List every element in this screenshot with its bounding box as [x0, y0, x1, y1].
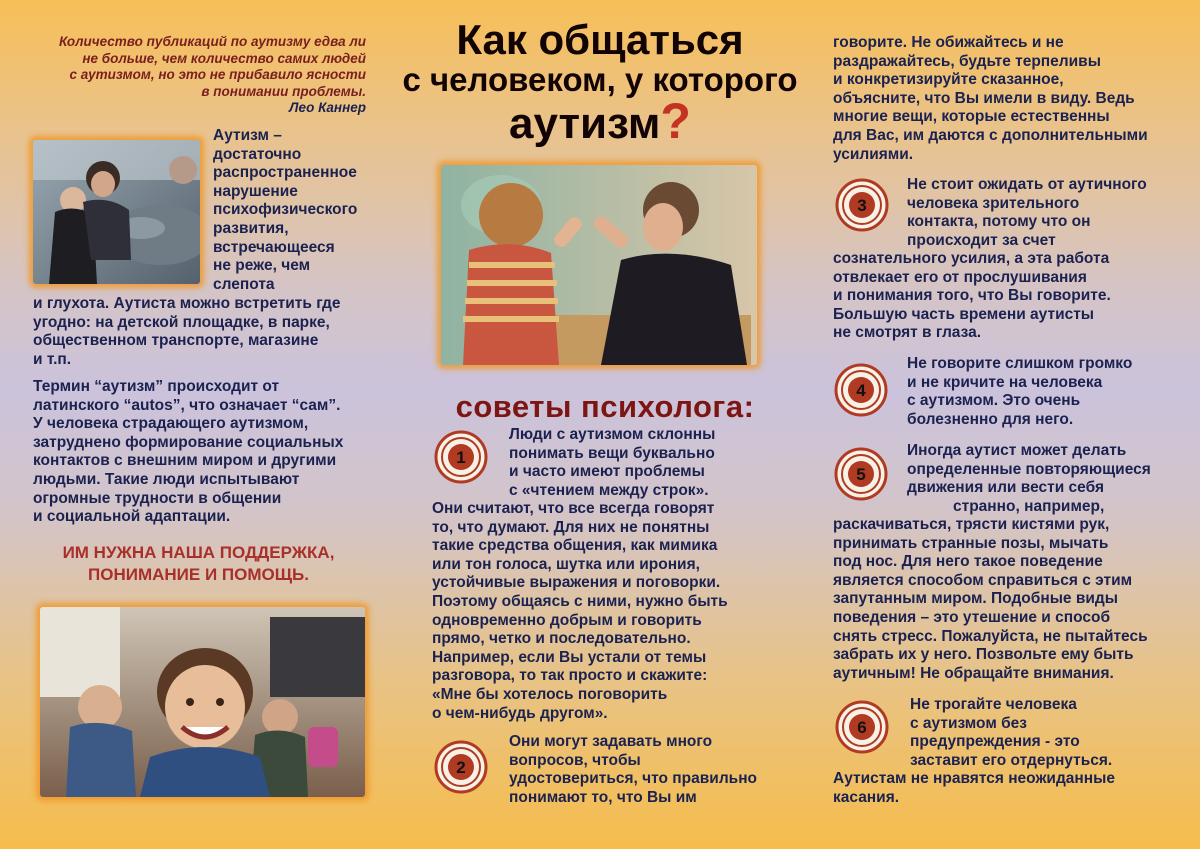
- text-line: усилиями.: [833, 145, 914, 163]
- tip-text-wrap: [907, 355, 1132, 429]
- quote-line: с аутизмом, но это не прибавило ясности: [69, 67, 366, 83]
- text-line: и социальной адаптации.: [33, 508, 231, 526]
- text-line: с «чтением между строк».: [509, 481, 709, 499]
- tip-text-wrap: [509, 733, 757, 807]
- badge-number: 2: [456, 758, 466, 777]
- text-line: является способом справиться с этим: [833, 571, 1133, 589]
- title-line-2: с человеком, у которого: [402, 61, 798, 98]
- badge-number: 4: [856, 381, 866, 400]
- smiling-boy-photo: [40, 607, 365, 797]
- text-line: разговора, то так просто и скажите:: [432, 667, 708, 685]
- support-callout: [20, 542, 377, 586]
- page-title: [400, 18, 800, 147]
- text-line: людьми. Такие люди испытывают: [33, 470, 300, 488]
- tip-text-full: [833, 250, 1111, 343]
- text-line: психофизического: [213, 201, 358, 219]
- therapy-photo-image: [441, 165, 757, 365]
- text-line: слепота: [213, 275, 275, 293]
- text-line: прямо, четко и последовательно.: [432, 630, 691, 648]
- tip-text-wrap: [509, 426, 715, 500]
- text-line: и не кричите на человека: [907, 373, 1103, 391]
- badge-number: 3: [857, 196, 867, 215]
- text-line: Не трогайте человека: [910, 696, 1077, 713]
- advice-heading: советы психолога:: [455, 389, 755, 424]
- tip-text-continued: [833, 34, 1148, 164]
- tip-number-badge: [833, 362, 889, 418]
- text-line: человека зрительного: [907, 194, 1080, 212]
- text-line: и конкретизируйте сказанное,: [833, 71, 1064, 89]
- text-line: не смотрят в глаза.: [833, 324, 982, 342]
- text-line: происходит за счет: [907, 231, 1056, 249]
- number-badge-icon: [433, 739, 489, 795]
- tip-number-badge: [834, 177, 890, 233]
- text-line: огромные трудности в общении: [33, 489, 282, 507]
- therapist-child-photo: [441, 165, 757, 365]
- text-line: и понимания того, что Вы говорите.: [833, 287, 1111, 305]
- text-line: Не стоит ожидать от аутичного: [907, 176, 1147, 193]
- text-line: с аутизмом без: [910, 714, 1027, 732]
- title-word: аутизм: [509, 99, 661, 148]
- text-line: Люди с аутизмом склонны: [509, 426, 716, 443]
- text-line: Аутистам не нравятся неожиданные: [833, 770, 1115, 787]
- text-line: Например, если Вы устали от темы: [432, 648, 707, 666]
- text-line: Не говорите слишком громко: [907, 355, 1133, 372]
- text-line: снять стресс. Пожалуйста, не пытайтесь: [833, 627, 1148, 645]
- text-line: о чем-нибудь другом».: [432, 704, 608, 722]
- text-line: запутанным миром. Подобные виды: [833, 590, 1118, 608]
- text-line: достаточно: [213, 145, 302, 163]
- text-line: заставит его отдернуться.: [910, 751, 1113, 769]
- dolphin-therapy-photo: [33, 140, 200, 284]
- number-badge-icon: [833, 446, 889, 502]
- text-line: раздражайтесь, будьте терпеливы: [833, 52, 1101, 70]
- text-line: сознательного усилия, а эта работа: [833, 250, 1110, 267]
- text-line: такие средства общения, как мимика: [432, 537, 718, 555]
- text-line: болезненно для него.: [907, 410, 1074, 428]
- text-line: затруднено формирование социальных: [33, 433, 344, 451]
- quote-line: не больше, чем количество самих людей: [82, 50, 366, 66]
- text-line: и глухота. Аутиста можно встретить где: [33, 295, 341, 312]
- text-line: или тон голоса, шутка или ирония,: [432, 555, 700, 573]
- tip-text-full: [833, 516, 1148, 683]
- intro-text-wrap: [213, 127, 357, 294]
- text-line: странно, например,: [953, 497, 1105, 515]
- title-question-mark: ?: [660, 93, 691, 149]
- text-line: У человека страдающего аутизмом,: [33, 415, 309, 433]
- text-line: одновременно добрым и говорить: [432, 611, 702, 629]
- text-line: принимать странные позы, мычать: [833, 534, 1109, 552]
- text-line: латинского “autos”, что означает “сам”.: [33, 396, 341, 414]
- tip-text-wrap: [907, 442, 1151, 516]
- text-line: понимать вещи буквально: [509, 444, 715, 462]
- number-badge-icon: [834, 699, 890, 755]
- number-badge-icon: [433, 429, 489, 485]
- tip-number-badge: [433, 429, 489, 485]
- text-line: многие вещи, которые естественны: [833, 108, 1110, 126]
- support-line: ПОНИМАНИЕ И ПОМОЩЬ.: [88, 565, 309, 584]
- text-line: и т.п.: [33, 350, 72, 368]
- badge-number: 1: [456, 448, 466, 467]
- text-line: развития,: [213, 219, 289, 237]
- tip-text-wrap: [910, 696, 1112, 770]
- text-line: встречающееся: [213, 238, 335, 256]
- text-line: вопросов, чтобы: [509, 751, 641, 769]
- text-line: определенные повторяющиеся: [907, 460, 1151, 478]
- badge-number: 6: [857, 718, 867, 737]
- text-line: не реже, чем: [213, 257, 311, 275]
- tip-number-badge: [833, 446, 889, 502]
- text-line: аутичным! Не обращайте внимания.: [833, 664, 1114, 682]
- text-line: то, что думают. Для них не понятны: [432, 518, 710, 536]
- tip-text-full: [432, 500, 728, 723]
- text-line: говорите. Не обижайтесь и не: [833, 34, 1064, 51]
- dolphin-photo-image: [33, 140, 200, 284]
- intro-text-full: [33, 295, 341, 369]
- text-line: раскачиваться, трясти кистями рук,: [833, 516, 1110, 533]
- text-line: для Вас, им даются с дополнительными: [833, 126, 1148, 144]
- text-line: устойчивые выражения и поговорки.: [432, 574, 721, 592]
- quote-author: Лео Каннер: [289, 100, 366, 116]
- text-line: поведения – это утешение и способ: [833, 608, 1111, 626]
- text-line: объясните, что Вы имели в виду. Ведь: [833, 89, 1135, 107]
- text-line: общественном транспорте, магазине: [33, 332, 319, 350]
- text-line: контакта, потому что он: [907, 213, 1091, 231]
- text-line: угодно: на детской площадке, в парке,: [33, 313, 330, 331]
- text-line: «Мне бы хотелось поговорить: [432, 685, 668, 703]
- text-line: контактов с внешним миром и другими: [33, 452, 337, 470]
- quote-line: в понимании проблемы.: [201, 83, 366, 99]
- text-line: Термин “аутизм” происходит от: [33, 378, 280, 395]
- number-badge-icon: [833, 362, 889, 418]
- text-line: Поэтому общаясь с ними, нужно быть: [432, 592, 728, 610]
- text-line: касания.: [833, 788, 900, 806]
- text-line: под нос. Для него такое поведение: [833, 553, 1103, 571]
- tip-number-badge: [433, 739, 489, 795]
- text-line: понимают то, что Вы им: [509, 788, 697, 806]
- text-line: предупреждения - это: [910, 733, 1080, 751]
- text-line: Аутизм –: [213, 127, 282, 144]
- text-line: Они считают, что все всегда говорят: [432, 500, 715, 517]
- text-line: и часто имеют проблемы: [509, 463, 705, 481]
- boy-photo-image: [40, 607, 365, 797]
- support-line: ИМ НУЖНА НАША ПОДДЕРЖКА,: [62, 543, 335, 562]
- title-line-1: Как общаться: [456, 16, 744, 63]
- number-badge-icon: [834, 177, 890, 233]
- text-line: распространенное: [213, 164, 357, 182]
- quote-line: Количество публикаций по аутизму едва ли: [59, 34, 366, 49]
- tip-text-full: [833, 770, 1115, 807]
- text-line: отвлекает его от прослушивания: [833, 268, 1087, 286]
- text-line: движения или вести себя: [907, 479, 1104, 497]
- title-line-3: [400, 93, 800, 149]
- tip-text-wrap: [907, 176, 1147, 250]
- text-line: забрать их у него. Позвольте ему быть: [833, 646, 1134, 664]
- kanner-quote: [59, 34, 366, 117]
- tip-number-badge: [834, 699, 890, 755]
- text-line: удостовериться, что правильно: [509, 770, 758, 788]
- text-line: Большую часть времени аутисты: [833, 305, 1095, 323]
- term-paragraph: [33, 378, 343, 527]
- badge-number: 5: [856, 465, 866, 484]
- text-line: Иногда аутист может делать: [907, 442, 1127, 459]
- text-line: нарушение: [213, 182, 298, 200]
- text-line: с аутизмом. Это очень: [907, 392, 1081, 410]
- text-line: Они могут задавать много: [509, 733, 713, 750]
